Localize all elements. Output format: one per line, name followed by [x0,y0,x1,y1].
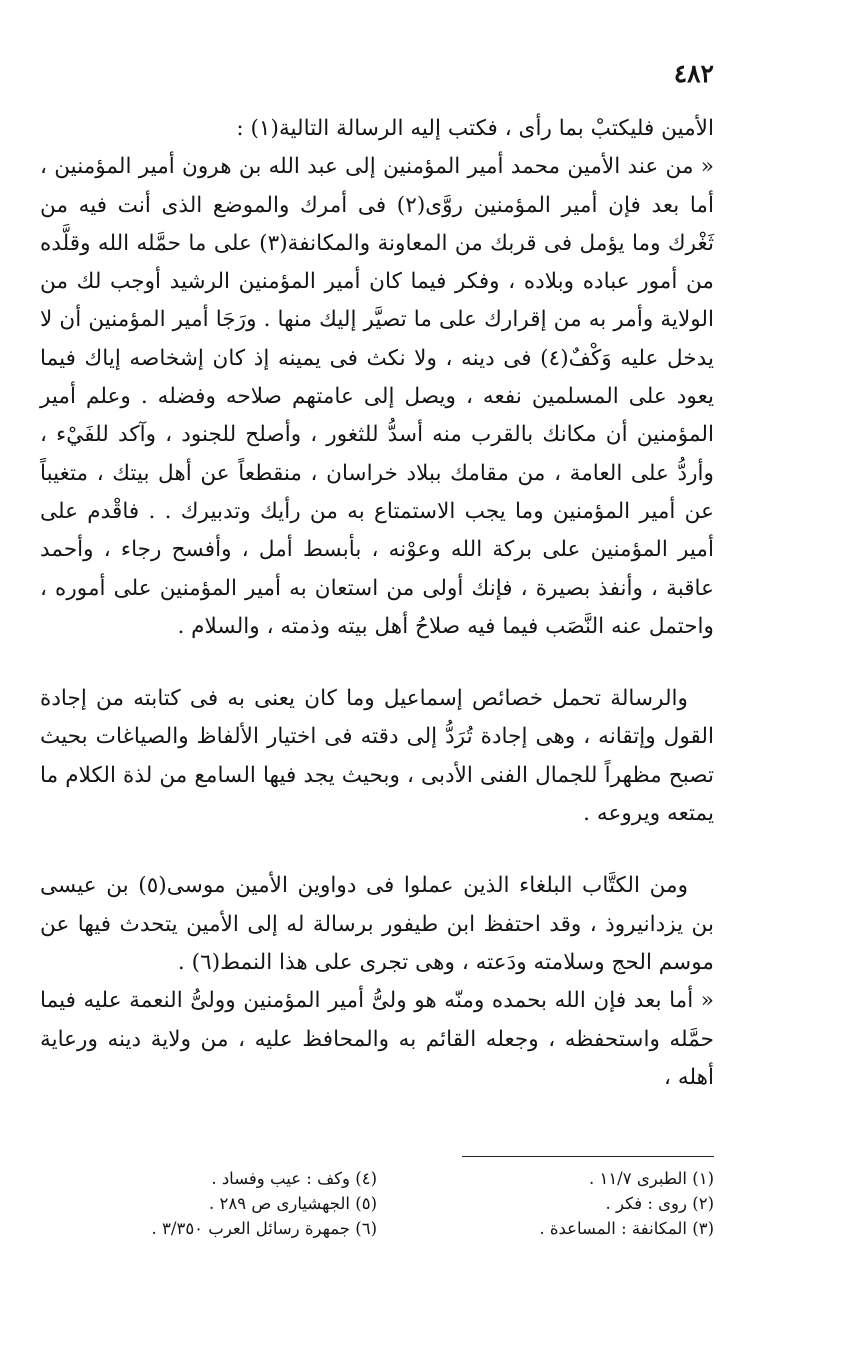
footnote-column-right [377,1166,714,1241]
page-number: ٤٨٢ [673,59,714,88]
footnote-4: (٤) وكف : عيب وفساد . [211,1169,377,1188]
paragraph-intro: الأمين فليكتبْ بما رأى ، فكتب إليه الرسالة التالية(١) : [236,116,714,141]
footnote-6: (٦) جمهرة رسائل العرب ٣/٣٥٠ . [151,1219,377,1238]
footnotes [40,1166,714,1241]
book-page [40,58,714,1318]
footnote-separator [462,1156,714,1157]
footnote-2: (٢) روى : فكر . [605,1194,714,1213]
paragraph-musa-intro: ومن الكتَّاب البلغاء الذين عملوا فى دواوين الأمين موسى(٥) بن عيسى بن يزدانيروذ ، وقد احتفظ ابن طيفور برسالة له إلى الأمين يتحدث فيها عن موسم الحج وسلامته ودَعته ، وهى تجرى على هذا النمط(٦) . [40,873,714,975]
paragraph-letter-amin: « من عند الأمين محمد أمير المؤمنين إلى عبد الله بن هرون أمير المؤمنين ، أما بعد فإن أمير المؤمنين روَّى(٢) فى أمرك والموضع الذى أنت فيه من ثَغْرك وما يؤمل فى قربك من المعاونة والمكانفة(٣) على ما حمَّله الله وقلَّده من أمور عباده وبلاده ، وفكر فيما كان أمير المؤمنين الرشيد أوجب لك من الولاية وأمر به من إقرارك على ما تصيَّر إليك منها . ورَجَا أمير المؤمنين أن لا يدخل عليه وَكْفٌ(٤) فى دينه ، ولا نكث فى يمينه إذ كان إشخاصه إياك فيما يعود على المسلمين نفعه ، ويصل إلى عامتهم صلاحه وفضله . وعلم أمير المؤمنين أن مكانك بالقرب منه أسدُّ للثغور ، وأصلح للجنود ، وآكد للفَيْء ، وأردُّ على العامة ، من مقامك ببلاد خراسان ، منقطعاً عن أهل بيتك ، متغيباً عن أمير المؤمنين وما يجب الاستمتاع به من رأيك وتدبيرك . . فاقْدم على أمير المؤمنين على بركة الله وعوْنه ، بأبسط أمل ، وأفسح رجاء ، وأحمد عاقبة ، وأنفذ بصيرة ، فإنك أولى من استعان به أمير المؤمنين على أموره ، واحتمل عنه النَّصَب فيما فيه صلاحُ أهل بيته وذمته ، والسلام . [40,154,715,639]
footnote-3: (٣) المكانفة : المساعدة . [539,1219,714,1238]
footnote-5: (٥) الجهشيارى ص ٢٨٩ . [208,1194,377,1213]
footnote-1: (١) الطبرى ١١/٧ . [588,1169,714,1188]
paragraph-letter-musa: « أما بعد فإن الله بحمده ومنّه هو ولىُّ أمير المؤمنين وولىُّ النعمة عليه فيما حمَّله واستحفظه ، وجعله القائم به والمحافظ عليه ، من ولاية دينه ورعاية أهله ، [40,988,714,1090]
footnote-column-left [40,1166,377,1241]
paragraph-commentary: والرسالة تحمل خصائص إسماعيل وما كان يعنى به فى كتابته من إجادة القول وإتقانه ، وهى إجادة تُرَدُّ إلى دقته فى اختيار الألفاظ والصياغات بحيث تصبح مظهراً للجمال الفنى الأدبى ، وبحيث يجد فيها السامع من لذة الكلام ما يمتعه ويروعه . [40,686,714,827]
body-text [40,110,714,1097]
